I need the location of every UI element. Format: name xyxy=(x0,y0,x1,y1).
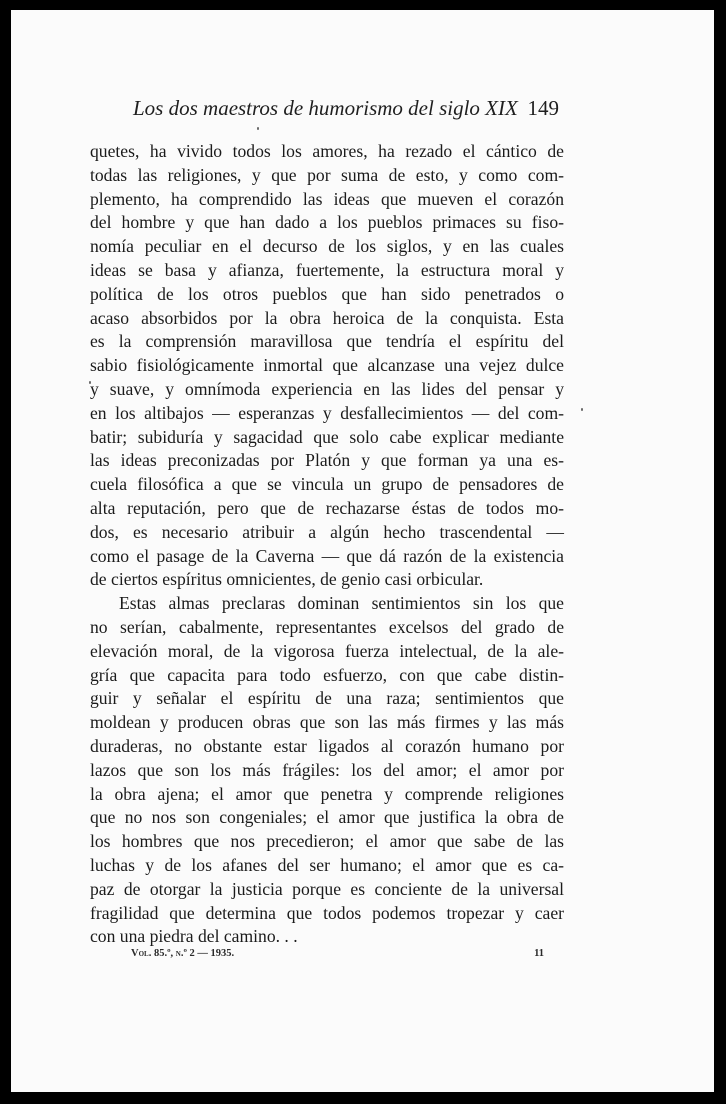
text-line: nomía peculiar en el decurso de los siglos, y en las cuales xyxy=(90,236,564,257)
paragraph xyxy=(90,140,564,592)
text-line: batir; subiduría y sagacidad que solo cabe explicar mediante xyxy=(90,426,564,447)
text-line: alta reputación, pero que de rechazarse éstas de todos mo- xyxy=(90,497,564,518)
text-line: lazos que son los más frágiles: los del amor; el amor por xyxy=(90,759,564,780)
signature-mark: 11 xyxy=(534,948,544,959)
text-line: en los altibajos — esperanzas y desfallecimientos — del com- xyxy=(90,402,564,423)
text-line: no serían, cabalmente, representantes excelsos del grado de xyxy=(90,616,564,637)
page-footer xyxy=(131,948,544,966)
text-line: luchas y de los afanes del ser humano; el amor que es ca- xyxy=(90,854,564,875)
paragraph xyxy=(90,592,564,949)
page-number: 149 xyxy=(527,96,559,120)
text-line: duraderas, no obstante estar ligados al corazón humano por xyxy=(90,735,564,756)
text-line: acaso absorbidos por la obra heroica de la conquista. Esta xyxy=(90,307,564,328)
running-title: Los dos maestros de humorismo del siglo XIX xyxy=(133,96,518,120)
text-line: dos, es necesario atribuir a algún hecho trascendental — xyxy=(90,521,564,542)
text-line: guir y señalar el espíritu de una raza; sentimientos que xyxy=(90,688,564,709)
text-line: moldean y producen obras que son las más firmes y las más xyxy=(90,712,564,733)
text-line: de ciertos espíritus omnicientes, de genio casi orbicular. xyxy=(90,569,484,590)
body-text xyxy=(90,140,564,949)
ink-speck xyxy=(257,127,259,130)
text-line: los hombres que nos precedieron; el amor que sabe de las xyxy=(90,831,564,852)
ink-speck xyxy=(581,408,583,411)
text-line: todas las religiones, y que por suma de esto, y como com- xyxy=(90,164,564,185)
text-line: como el pasage de la Caverna — que dá razón de la existencia xyxy=(90,545,564,566)
text-line: política de los otros pueblos que han sido penetrados o xyxy=(90,283,564,304)
text-line: del hombre y que han dado a los pueblos primaces su fiso- xyxy=(90,212,564,233)
text-line: que no nos son congeniales; el amor que justifica la obra de xyxy=(90,807,564,828)
text-line: y suave, y omnímoda experiencia en las lides del pensar y xyxy=(90,378,564,399)
text-line: ideas se basa y afianza, fuertemente, la estructura moral y xyxy=(90,259,564,280)
text-line: elevación moral, de la vigorosa fuerza intelectual, de la ale- xyxy=(90,640,564,661)
text-line: paz de otorgar la justicia porque es conciente de la universal xyxy=(90,878,564,899)
text-line: quetes, ha vivido todos los amores, ha rezado el cántico de xyxy=(90,141,564,161)
text-line: Estas almas preclaras dominan sentimientos sin los que xyxy=(119,593,564,614)
text-line: sabio fisiológicamente inmortal que alcanzase una vejez dulce xyxy=(90,355,564,376)
text-line: es la comprensión maravillosa que tendría el espíritu del xyxy=(90,331,564,352)
text-line: la obra ajena; el amor que penetra y comprende religiones xyxy=(90,783,564,804)
text-line: las ideas preconizadas por Platón y que forman ya una es- xyxy=(90,450,564,471)
text-line: fragilidad que determina que todos podemos tropezar y caer xyxy=(90,902,564,923)
running-header xyxy=(133,96,559,122)
volume-reference: Vol. 85.º, n.º 2 — 1935. xyxy=(131,948,235,959)
text-line: plemento, ha comprendido las ideas que mueven el corazón xyxy=(90,188,564,209)
text-line: cuela filosófica a que se vincula un grupo de pensadores de xyxy=(90,474,564,495)
text-line: con una piedra del camino. . . xyxy=(90,926,298,947)
text-line: gría que capacita para todo esfuerzo, con que cabe distin- xyxy=(90,664,564,685)
